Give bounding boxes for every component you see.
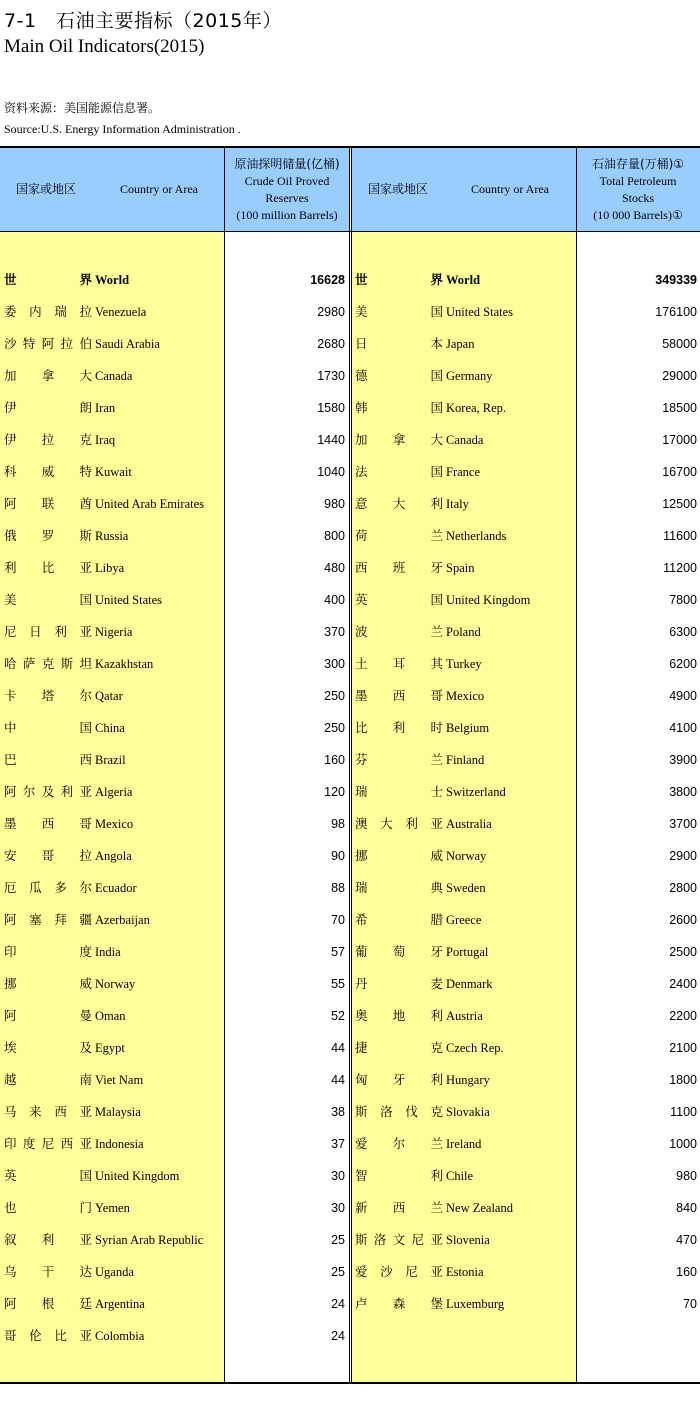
right-country-en: Denmark	[446, 977, 493, 991]
right-country-en: Norway	[446, 849, 487, 863]
left-country-cn: 印 度	[4, 944, 92, 959]
table-row	[0, 296, 700, 328]
left-country-cn: 美 国	[4, 592, 92, 607]
right-stocks-value: 58000	[662, 337, 697, 351]
right-country-en: United States	[446, 305, 514, 319]
right-country-en: Estonia	[446, 1265, 484, 1279]
table-row	[0, 328, 700, 360]
right-country-en: Greece	[446, 913, 482, 927]
left-reserves-value: 57	[331, 945, 345, 959]
left-country-en: Yemen	[95, 1201, 130, 1215]
right-stocks-value: 980	[676, 1169, 697, 1183]
left-country-cn: 伊 朗	[4, 400, 92, 415]
left-country-cn: 马来西亚	[4, 1104, 92, 1119]
left-reserves-value: 1040	[317, 465, 345, 479]
right-country-cn: 新 西 兰	[355, 1200, 443, 1215]
left-country-en: Indonesia	[95, 1137, 144, 1151]
left-country-cn: 伊 拉 克	[4, 432, 92, 447]
table-row	[0, 1064, 700, 1096]
right-country-en: Luxemburg	[446, 1297, 505, 1311]
left-country-en: United Arab Emirates	[95, 497, 204, 511]
right-country-cn: 荷 兰	[355, 528, 443, 543]
table-row	[0, 1288, 700, 1320]
left-reserves-value: 1730	[317, 369, 345, 383]
table-row	[0, 648, 700, 680]
left-reserves-value: 44	[331, 1041, 345, 1055]
table-row	[0, 808, 700, 840]
header-reserves-en2: Reserves	[265, 190, 309, 205]
table-row	[0, 584, 700, 616]
left-country-en: Libya	[95, 561, 125, 575]
right-country-cn: 土 耳 其	[355, 656, 443, 671]
right-country-en: Austria	[446, 1009, 483, 1023]
right-country-cn: 比 利 时	[355, 720, 443, 735]
right-country-en: Belgium	[446, 721, 490, 735]
table-row	[0, 1032, 700, 1064]
right-stocks-value: 16700	[662, 465, 697, 479]
right-country-cn: 西 班 牙	[355, 560, 443, 575]
left-country-cn: 中 国	[4, 720, 92, 735]
left-country-en: Venezuela	[95, 305, 147, 319]
left-country-cn: 巴 西	[4, 752, 92, 767]
source-note-en: Source:U.S. Energy Information Administration .	[4, 122, 241, 136]
right-stocks-value: 4900	[669, 689, 697, 703]
left-country-en: United Kingdom	[95, 1169, 180, 1183]
right-country-cn: 挪 威	[355, 848, 443, 863]
left-country-en: United States	[95, 593, 163, 607]
table-top-rule	[0, 146, 700, 148]
right-stocks-value: 6300	[669, 625, 697, 639]
left-country-cn: 阿 根 廷	[4, 1296, 92, 1311]
header-stocks-en1: Total Petroleum	[599, 173, 677, 188]
left-country-en: Argentina	[95, 1297, 145, 1311]
right-stocks-value: 2900	[669, 849, 697, 863]
left-country-cn: 阿 曼	[4, 1008, 92, 1023]
left-reserves-value: 70	[331, 913, 345, 927]
left-reserves-value: 160	[324, 753, 345, 767]
left-country-en: Iraq	[95, 433, 116, 447]
left-country-cn: 哈萨克斯坦	[4, 656, 92, 671]
right-stocks-value: 2500	[669, 945, 697, 959]
right-country-cn: 英 国	[355, 592, 443, 607]
left-country-en: Kuwait	[95, 465, 132, 479]
right-stocks-value: 29000	[662, 369, 697, 383]
left-country-en: Oman	[95, 1009, 126, 1023]
right-stocks-value: 4100	[669, 721, 697, 735]
left-reserves-value: 250	[324, 721, 345, 735]
table-row	[0, 616, 700, 648]
left-country-cn: 英 国	[4, 1168, 92, 1183]
right-country-cn: 芬 兰	[355, 752, 443, 767]
left-reserves-value: 30	[331, 1169, 345, 1183]
right-country-en: Netherlands	[446, 529, 507, 543]
source-note-cn: 资料来源：美国能源信息署。	[4, 101, 161, 115]
left-country-cn: 利 比 亚	[4, 560, 92, 575]
left-country-en: World	[95, 273, 130, 287]
right-country-en: Switzerland	[446, 785, 506, 799]
right-stocks-value: 160	[676, 1265, 697, 1279]
left-country-cn: 埃 及	[4, 1040, 92, 1055]
right-country-cn: 波 兰	[355, 624, 443, 639]
left-reserves-value: 980	[324, 497, 345, 511]
table-bottom-rule	[0, 1382, 700, 1384]
left-reserves-value: 25	[331, 1233, 345, 1247]
right-country-cn: 墨 西 哥	[355, 688, 443, 703]
left-reserves-value: 30	[331, 1201, 345, 1215]
left-reserves-value: 98	[331, 817, 345, 831]
left-country-en: Brazil	[95, 753, 126, 767]
right-stocks-value: 2400	[669, 977, 697, 991]
header-stocks-unit: (10 000 Barrels)①	[593, 207, 683, 222]
right-country-cn: 德 国	[355, 368, 443, 383]
left-reserves-value: 2680	[317, 337, 345, 351]
right-stocks-value: 70	[683, 1297, 697, 1311]
left-country-cn: 加 拿 大	[4, 368, 92, 383]
right-country-cn: 智 利	[355, 1168, 443, 1183]
left-reserves-value: 480	[324, 561, 345, 575]
right-country-cn: 匈 牙 利	[355, 1072, 443, 1087]
right-country-cn: 奥 地 利	[355, 1008, 443, 1023]
right-stocks-value: 11200	[663, 561, 697, 575]
left-country-cn: 世 界	[4, 272, 92, 287]
left-reserves-value: 52	[331, 1009, 345, 1023]
right-stocks-value: 840	[676, 1201, 697, 1215]
right-stocks-value: 2600	[669, 913, 697, 927]
left-country-cn: 挪 威	[4, 976, 92, 991]
right-country-en: Australia	[446, 817, 492, 831]
right-country-cn: 爱 尔 兰	[355, 1136, 443, 1151]
table-row	[0, 552, 700, 584]
left-country-cn: 墨 西 哥	[4, 816, 92, 831]
right-country-en: Portugal	[446, 945, 489, 959]
right-country-en: Sweden	[446, 881, 486, 895]
table-row	[0, 264, 700, 296]
left-reserves-value: 38	[331, 1105, 345, 1119]
left-country-cn: 叙 利 亚	[4, 1232, 92, 1247]
right-country-en: France	[446, 465, 481, 479]
right-country-cn: 卢 森 堡	[355, 1296, 443, 1311]
table-row	[0, 936, 700, 968]
left-country-en: Russia	[95, 529, 129, 543]
left-reserves-value: 24	[331, 1329, 345, 1343]
right-stocks-value: 2100	[669, 1041, 697, 1055]
right-country-cn: 希 腊	[355, 912, 443, 927]
left-reserves-value: 1580	[317, 401, 345, 415]
left-country-cn: 委内瑞拉	[4, 304, 92, 319]
left-country-cn: 印度尼西亚	[4, 1136, 92, 1151]
left-reserves-value: 250	[324, 689, 345, 703]
left-reserves-value: 370	[324, 625, 345, 639]
left-country-cn: 卡 塔 尔	[4, 688, 92, 703]
right-country-cn: 澳大利亚	[355, 816, 443, 831]
right-country-en: Turkey	[446, 657, 482, 671]
left-country-en: Mexico	[95, 817, 134, 831]
table-row	[0, 1192, 700, 1224]
right-country-en: Poland	[446, 625, 481, 639]
right-country-cn: 世 界	[355, 272, 443, 287]
header-reserves-cn: 原油探明储量(亿桶)	[234, 156, 340, 171]
left-country-cn: 尼日利亚	[4, 624, 92, 639]
left-reserves-value: 400	[324, 593, 345, 607]
left-country-cn: 科 威 特	[4, 464, 92, 479]
table-title-en: Main Oil Indicators(2015)	[4, 36, 205, 57]
left-reserves-value: 120	[324, 785, 345, 799]
right-stocks-value: 3800	[669, 785, 697, 799]
left-country-en: Canada	[95, 369, 133, 383]
left-country-cn: 阿 联 酋	[4, 496, 92, 511]
right-stocks-value: 2200	[669, 1009, 697, 1023]
left-reserves-value: 44	[331, 1073, 345, 1087]
left-country-cn: 哥伦比亚	[4, 1328, 92, 1343]
table-row	[0, 424, 700, 456]
left-country-cn: 越 南	[4, 1072, 92, 1087]
header-country-en-right: Country or Area	[471, 182, 549, 196]
right-stocks-value: 12500	[662, 497, 697, 511]
left-country-cn: 也 门	[4, 1200, 92, 1215]
left-country-en: Uganda	[95, 1265, 134, 1279]
left-country-en: Norway	[95, 977, 136, 991]
table-row	[0, 904, 700, 936]
right-country-en: Korea, Rep.	[446, 401, 507, 415]
left-reserves-value: 90	[331, 849, 345, 863]
right-stocks-value: 3900	[669, 753, 697, 767]
right-stocks-value: 470	[676, 1233, 697, 1247]
left-country-en: Nigeria	[95, 625, 133, 639]
left-country-cn: 安 哥 拉	[4, 848, 92, 863]
table-row	[0, 1128, 700, 1160]
table-row	[0, 1096, 700, 1128]
left-reserves-value: 88	[331, 881, 345, 895]
left-country-en: Azerbaijan	[95, 913, 150, 927]
left-country-cn: 乌 干 达	[4, 1264, 92, 1279]
right-country-cn: 意 大 利	[355, 496, 443, 511]
right-country-cn: 丹 麦	[355, 976, 443, 991]
table-row	[0, 680, 700, 712]
right-stocks-value: 18500	[662, 401, 697, 415]
right-country-en: Italy	[446, 497, 469, 511]
table-title-cn: 7-1 石油主要指标（2015年）	[4, 10, 282, 32]
table-row	[0, 1320, 700, 1352]
left-reserves-value: 37	[331, 1137, 345, 1151]
header-country-en-left: Country or Area	[120, 182, 198, 196]
left-country-cn: 厄瓜多尔	[4, 880, 92, 895]
left-country-en: Egypt	[95, 1041, 125, 1055]
header-stocks-cn: 石油存量(万桶)①	[591, 156, 685, 171]
left-reserves-value: 2980	[317, 305, 345, 319]
right-country-en: Slovenia	[446, 1233, 490, 1247]
right-stocks-value: 11600	[663, 529, 697, 543]
table-row	[0, 456, 700, 488]
left-country-en: Saudi Arabia	[95, 337, 160, 351]
left-country-en: Angola	[95, 849, 132, 863]
header-bottom-rule	[0, 231, 700, 232]
left-reserves-value: 24	[331, 1297, 345, 1311]
right-country-cn: 斯洛文尼亚	[355, 1232, 443, 1247]
right-country-cn: 捷 克	[355, 1040, 443, 1055]
right-country-cn: 日 本	[355, 336, 443, 351]
table-row	[0, 968, 700, 1000]
table-row	[0, 1256, 700, 1288]
right-stocks-value: 1100	[670, 1105, 697, 1119]
right-country-en: Finland	[446, 753, 485, 767]
right-country-cn: 加 拿 大	[355, 432, 443, 447]
table-row	[0, 1160, 700, 1192]
right-country-cn: 瑞 典	[355, 880, 443, 895]
right-country-en: Chile	[446, 1169, 474, 1183]
left-country-en: Malaysia	[95, 1105, 141, 1119]
right-stocks-value: 176100	[655, 305, 697, 319]
header-reserves	[224, 147, 350, 232]
table-row	[0, 392, 700, 424]
table-row	[0, 488, 700, 520]
left-country-en: Algeria	[95, 785, 133, 799]
left-country-en: China	[95, 721, 125, 735]
right-country-en: World	[446, 273, 481, 287]
right-country-en: New Zealand	[446, 1201, 513, 1215]
left-country-en: Kazakhstan	[95, 657, 154, 671]
right-stocks-value: 17000	[662, 433, 697, 447]
right-stocks-value: 349339	[655, 273, 697, 287]
right-country-cn: 葡 萄 牙	[355, 944, 443, 959]
right-stocks-value: 2800	[669, 881, 697, 895]
left-country-cn: 阿塞拜疆	[4, 912, 92, 927]
right-country-en: United Kingdom	[446, 593, 531, 607]
left-reserves-value: 800	[324, 529, 345, 543]
right-stocks-value: 7800	[669, 593, 697, 607]
table-row	[0, 520, 700, 552]
left-reserves-value: 1440	[317, 433, 345, 447]
left-country-cn: 阿尔及利亚	[4, 784, 92, 799]
right-country-cn: 美 国	[355, 304, 443, 319]
left-country-en: Qatar	[95, 689, 123, 703]
header-reserves-en1: Crude Oil Proved	[244, 173, 330, 188]
left-country-en: Iran	[95, 401, 116, 415]
right-country-en: Japan	[446, 337, 475, 351]
header-country-cn-right: 国家或地区	[367, 182, 428, 196]
right-stocks-value: 1000	[669, 1137, 697, 1151]
right-country-en: Germany	[446, 369, 493, 383]
table-row	[0, 712, 700, 744]
right-country-cn: 斯洛伐克	[355, 1104, 443, 1119]
left-country-cn: 沙特阿拉伯	[4, 336, 92, 351]
header-stocks	[576, 147, 700, 232]
left-reserves-value: 55	[331, 977, 345, 991]
table-row	[0, 840, 700, 872]
header-reserves-unit: (100 million Barrels)	[236, 207, 338, 222]
left-reserves-value: 16628	[310, 273, 345, 287]
table-row	[0, 776, 700, 808]
table-row	[0, 1000, 700, 1032]
table-row	[0, 360, 700, 392]
left-country-en: India	[95, 945, 121, 959]
right-country-en: Spain	[446, 561, 475, 575]
right-stocks-value: 6200	[669, 657, 697, 671]
right-country-cn: 韩 国	[355, 400, 443, 415]
right-country-cn: 法 国	[355, 464, 443, 479]
right-country-en: Slovakia	[446, 1105, 490, 1119]
header-country-cn-left: 国家或地区	[15, 182, 76, 196]
right-country-en: Ireland	[446, 1137, 482, 1151]
left-country-en: Syrian Arab Republic	[95, 1233, 204, 1247]
table-row	[0, 1224, 700, 1256]
table-row	[0, 744, 700, 776]
right-country-en: Czech Rep.	[446, 1041, 504, 1055]
table-row	[0, 872, 700, 904]
left-country-en: Colombia	[95, 1329, 145, 1343]
right-country-cn: 爱沙尼亚	[355, 1264, 443, 1279]
right-stocks-value: 1800	[669, 1073, 697, 1087]
left-country-cn: 俄 罗 斯	[4, 528, 92, 543]
right-stocks-value: 3700	[669, 817, 697, 831]
right-country-cn: 瑞 士	[355, 784, 443, 799]
header-stocks-en2: Stocks	[621, 190, 654, 205]
left-country-en: Viet Nam	[95, 1073, 144, 1087]
right-country-en: Mexico	[446, 689, 485, 703]
right-country-en: Hungary	[446, 1073, 490, 1087]
right-country-en: Canada	[446, 433, 484, 447]
left-reserves-value: 25	[331, 1265, 345, 1279]
left-country-en: Ecuador	[95, 881, 137, 895]
left-reserves-value: 300	[324, 657, 345, 671]
